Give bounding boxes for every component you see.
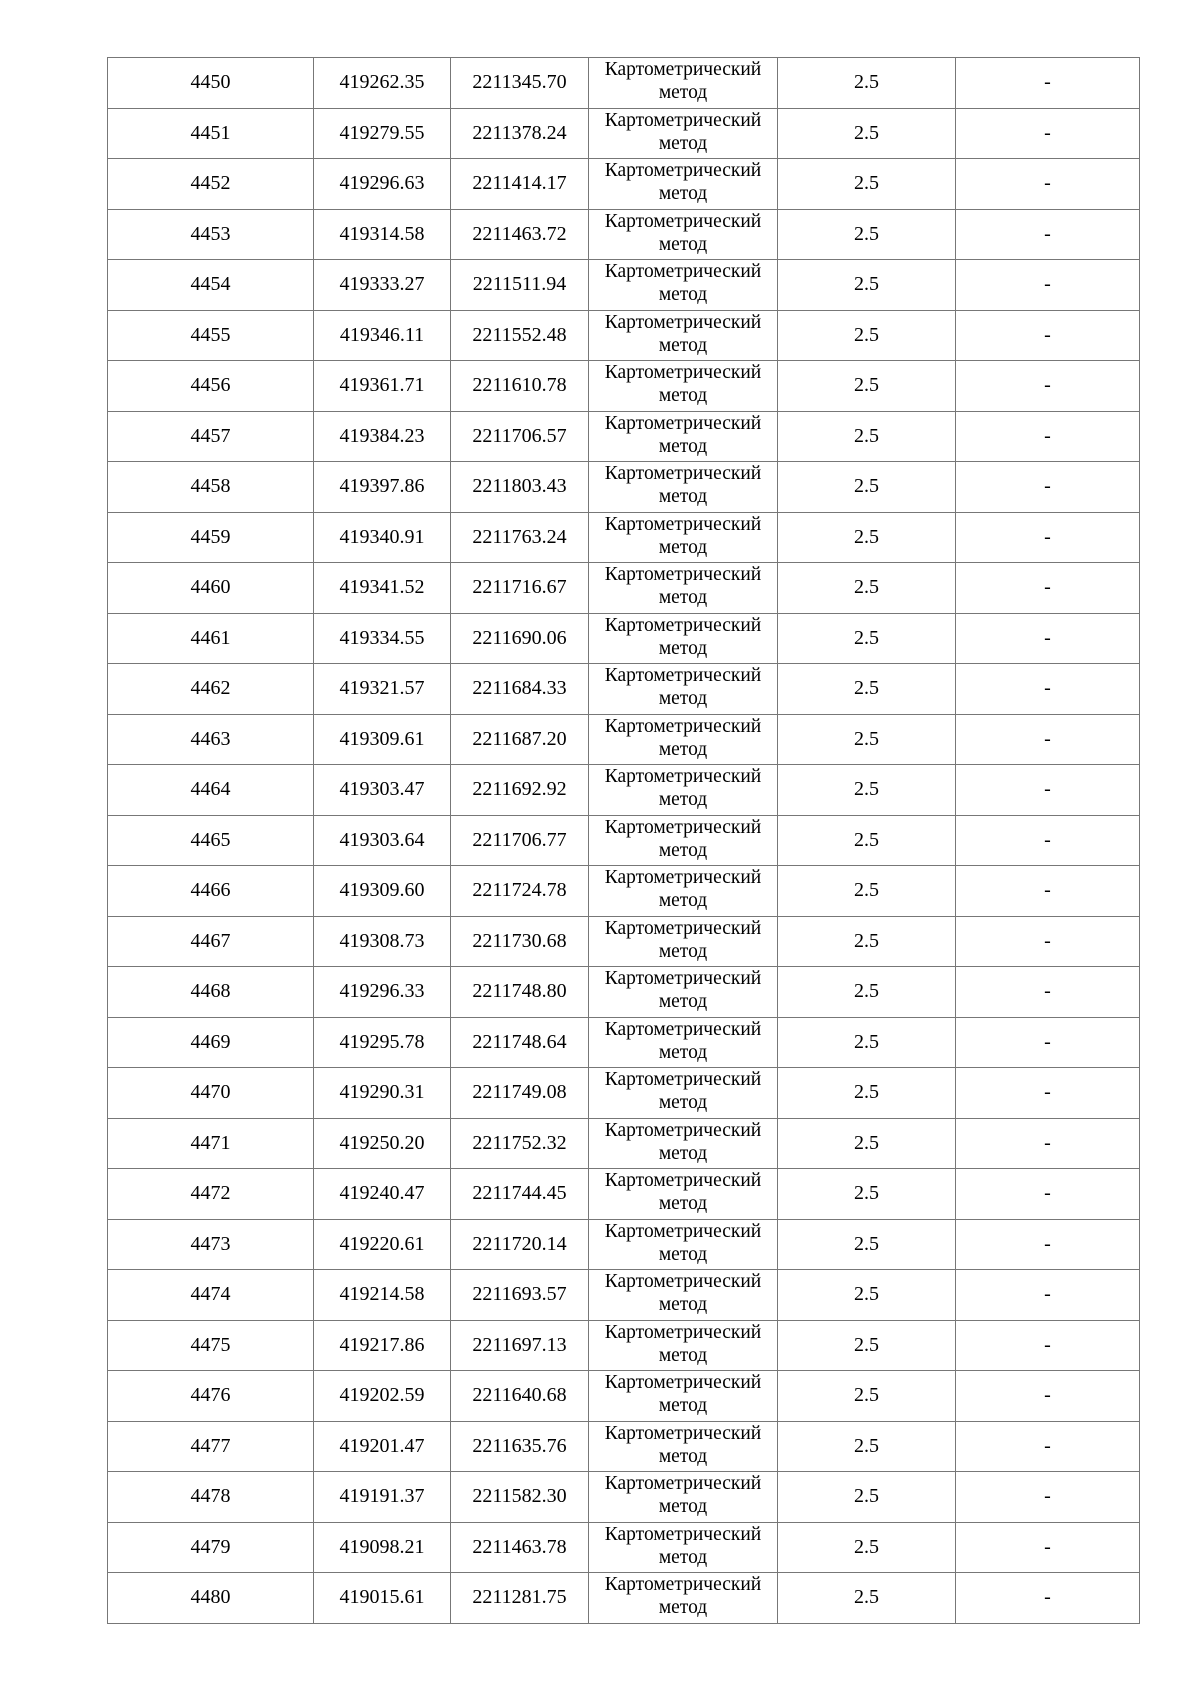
method-text: Картометрический метод — [604, 1372, 762, 1417]
x-coordinate-cell: 419308.73 — [314, 916, 451, 967]
y-coordinate-cell: 2211748.80 — [451, 967, 589, 1018]
accuracy-cell: 2.5 — [778, 361, 956, 412]
y-coordinate-cell: 2211378.24 — [451, 108, 589, 159]
point-number-cell: 4458 — [108, 462, 314, 513]
x-coordinate-cell: 419191.37 — [314, 1472, 451, 1523]
accuracy-cell: 2.5 — [778, 916, 956, 967]
method-cell — [589, 108, 778, 159]
point-number-cell: 4457 — [108, 411, 314, 462]
x-coordinate-cell: 419214.58 — [314, 1270, 451, 1321]
description-cell: - — [956, 916, 1140, 967]
accuracy-cell: 2.5 — [778, 765, 956, 816]
accuracy-cell: 2.5 — [778, 462, 956, 513]
accuracy-cell: 2.5 — [778, 1472, 956, 1523]
method-cell — [589, 512, 778, 563]
table-row — [108, 1573, 1140, 1624]
table-row — [108, 310, 1140, 361]
method-cell — [589, 1472, 778, 1523]
point-number-cell: 4478 — [108, 1472, 314, 1523]
accuracy-cell: 2.5 — [778, 563, 956, 614]
y-coordinate-cell: 2211693.57 — [451, 1270, 589, 1321]
description-cell: - — [956, 1270, 1140, 1321]
method-cell — [589, 310, 778, 361]
x-coordinate-cell: 419341.52 — [314, 563, 451, 614]
description-cell: - — [956, 209, 1140, 260]
method-cell — [589, 563, 778, 614]
point-number-cell: 4475 — [108, 1320, 314, 1371]
y-coordinate-cell: 2211281.75 — [451, 1573, 589, 1624]
method-text: Картометрический метод — [604, 1018, 762, 1063]
accuracy-cell: 2.5 — [778, 58, 956, 109]
table-row — [108, 361, 1140, 412]
x-coordinate-cell: 419296.33 — [314, 967, 451, 1018]
method-cell — [589, 765, 778, 816]
point-number-cell: 4452 — [108, 159, 314, 210]
y-coordinate-cell: 2211692.92 — [451, 765, 589, 816]
description-cell: - — [956, 1068, 1140, 1119]
y-coordinate-cell: 2211706.77 — [451, 815, 589, 866]
table-row — [108, 664, 1140, 715]
point-number-cell: 4480 — [108, 1573, 314, 1624]
accuracy-cell: 2.5 — [778, 714, 956, 765]
accuracy-cell: 2.5 — [778, 411, 956, 462]
table-row — [108, 209, 1140, 260]
x-coordinate-cell: 419384.23 — [314, 411, 451, 462]
description-cell: - — [956, 310, 1140, 361]
method-text: Картометрический метод — [604, 1574, 762, 1619]
x-coordinate-cell: 419361.71 — [314, 361, 451, 412]
accuracy-cell: 2.5 — [778, 1118, 956, 1169]
point-number-cell: 4454 — [108, 260, 314, 311]
table-row — [108, 1522, 1140, 1573]
x-coordinate-cell: 419290.31 — [314, 1068, 451, 1119]
table-row — [108, 1472, 1140, 1523]
method-text: Картометрический метод — [604, 766, 762, 811]
point-number-cell: 4476 — [108, 1371, 314, 1422]
accuracy-cell: 2.5 — [778, 1219, 956, 1270]
method-text: Картометрический метод — [604, 665, 762, 710]
method-cell — [589, 1118, 778, 1169]
table-row — [108, 159, 1140, 210]
method-text: Картометрический метод — [604, 816, 762, 861]
point-number-cell: 4472 — [108, 1169, 314, 1220]
x-coordinate-cell: 419202.59 — [314, 1371, 451, 1422]
accuracy-cell: 2.5 — [778, 664, 956, 715]
method-text: Картометрический метод — [604, 362, 762, 407]
description-cell: - — [956, 1118, 1140, 1169]
point-number-cell: 4456 — [108, 361, 314, 412]
method-text: Картометрический метод — [604, 160, 762, 205]
coordinates-table — [107, 57, 1140, 1624]
accuracy-cell: 2.5 — [778, 1169, 956, 1220]
method-cell — [589, 411, 778, 462]
table-row — [108, 260, 1140, 311]
x-coordinate-cell: 419303.64 — [314, 815, 451, 866]
point-number-cell: 4455 — [108, 310, 314, 361]
table-row — [108, 1421, 1140, 1472]
method-text: Картометрический метод — [604, 1119, 762, 1164]
table-row — [108, 815, 1140, 866]
description-cell: - — [956, 260, 1140, 311]
x-coordinate-cell: 419295.78 — [314, 1017, 451, 1068]
method-text: Картометрический метод — [604, 867, 762, 912]
method-cell — [589, 1017, 778, 1068]
method-cell — [589, 1219, 778, 1270]
point-number-cell: 4471 — [108, 1118, 314, 1169]
method-text: Картометрический метод — [604, 1473, 762, 1518]
y-coordinate-cell: 2211635.76 — [451, 1421, 589, 1472]
table-row — [108, 1219, 1140, 1270]
description-cell: - — [956, 159, 1140, 210]
method-text: Картометрический метод — [604, 1220, 762, 1265]
y-coordinate-cell: 2211582.30 — [451, 1472, 589, 1523]
x-coordinate-cell: 419201.47 — [314, 1421, 451, 1472]
description-cell: - — [956, 1522, 1140, 1573]
description-cell: - — [956, 1421, 1140, 1472]
description-cell: - — [956, 1573, 1140, 1624]
method-cell — [589, 1169, 778, 1220]
x-coordinate-cell: 419309.61 — [314, 714, 451, 765]
x-coordinate-cell: 419321.57 — [314, 664, 451, 715]
point-number-cell: 4477 — [108, 1421, 314, 1472]
table-row — [108, 1169, 1140, 1220]
x-coordinate-cell: 419240.47 — [314, 1169, 451, 1220]
y-coordinate-cell: 2211697.13 — [451, 1320, 589, 1371]
y-coordinate-cell: 2211610.78 — [451, 361, 589, 412]
table-row — [108, 58, 1140, 109]
description-cell: - — [956, 765, 1140, 816]
method-cell — [589, 664, 778, 715]
accuracy-cell: 2.5 — [778, 310, 956, 361]
y-coordinate-cell: 2211724.78 — [451, 866, 589, 917]
description-cell: - — [956, 1017, 1140, 1068]
description-cell: - — [956, 1219, 1140, 1270]
accuracy-cell: 2.5 — [778, 1573, 956, 1624]
y-coordinate-cell: 2211744.45 — [451, 1169, 589, 1220]
point-number-cell: 4461 — [108, 613, 314, 664]
y-coordinate-cell: 2211414.17 — [451, 159, 589, 210]
accuracy-cell: 2.5 — [778, 866, 956, 917]
method-text: Картометрический метод — [604, 614, 762, 659]
description-cell: - — [956, 664, 1140, 715]
table-row — [108, 1320, 1140, 1371]
point-number-cell: 4460 — [108, 563, 314, 614]
y-coordinate-cell: 2211763.24 — [451, 512, 589, 563]
table-row — [108, 1118, 1140, 1169]
method-cell — [589, 714, 778, 765]
y-coordinate-cell: 2211345.70 — [451, 58, 589, 109]
method-text: Картометрический метод — [604, 1271, 762, 1316]
point-number-cell: 4462 — [108, 664, 314, 715]
y-coordinate-cell: 2211684.33 — [451, 664, 589, 715]
x-coordinate-cell: 419262.35 — [314, 58, 451, 109]
method-cell — [589, 260, 778, 311]
x-coordinate-cell: 419340.91 — [314, 512, 451, 563]
method-cell — [589, 1270, 778, 1321]
method-text: Картометрический метод — [604, 513, 762, 558]
y-coordinate-cell: 2211748.64 — [451, 1017, 589, 1068]
accuracy-cell: 2.5 — [778, 512, 956, 563]
point-number-cell: 4459 — [108, 512, 314, 563]
accuracy-cell: 2.5 — [778, 1421, 956, 1472]
x-coordinate-cell: 419015.61 — [314, 1573, 451, 1624]
method-text: Картометрический метод — [604, 210, 762, 255]
accuracy-cell: 2.5 — [778, 260, 956, 311]
method-text: Картометрический метод — [604, 311, 762, 356]
method-text: Картометрический метод — [604, 1069, 762, 1114]
method-cell — [589, 1068, 778, 1119]
method-cell — [589, 58, 778, 109]
table-row — [108, 411, 1140, 462]
coordinates-table-body — [108, 58, 1140, 1624]
table-row — [108, 613, 1140, 664]
method-cell — [589, 209, 778, 260]
accuracy-cell: 2.5 — [778, 1068, 956, 1119]
method-cell — [589, 1522, 778, 1573]
method-cell — [589, 613, 778, 664]
x-coordinate-cell: 419279.55 — [314, 108, 451, 159]
table-row — [108, 462, 1140, 513]
y-coordinate-cell: 2211552.48 — [451, 310, 589, 361]
accuracy-cell: 2.5 — [778, 108, 956, 159]
point-number-cell: 4466 — [108, 866, 314, 917]
method-cell — [589, 815, 778, 866]
y-coordinate-cell: 2211687.20 — [451, 714, 589, 765]
point-number-cell: 4464 — [108, 765, 314, 816]
y-coordinate-cell: 2211720.14 — [451, 1219, 589, 1270]
table-row — [108, 1371, 1140, 1422]
method-text: Картометрический метод — [604, 412, 762, 457]
description-cell: - — [956, 462, 1140, 513]
x-coordinate-cell: 419303.47 — [314, 765, 451, 816]
table-row — [108, 563, 1140, 614]
point-number-cell: 4451 — [108, 108, 314, 159]
table-row — [108, 512, 1140, 563]
x-coordinate-cell: 419333.27 — [314, 260, 451, 311]
method-text: Картометрический метод — [604, 1170, 762, 1215]
accuracy-cell: 2.5 — [778, 159, 956, 210]
table-row — [108, 916, 1140, 967]
method-cell — [589, 967, 778, 1018]
accuracy-cell: 2.5 — [778, 1320, 956, 1371]
table-row — [108, 1270, 1140, 1321]
point-number-cell: 4463 — [108, 714, 314, 765]
table-row — [108, 967, 1140, 1018]
y-coordinate-cell: 2211463.72 — [451, 209, 589, 260]
accuracy-cell: 2.5 — [778, 967, 956, 1018]
x-coordinate-cell: 419346.11 — [314, 310, 451, 361]
method-cell — [589, 462, 778, 513]
y-coordinate-cell: 2211749.08 — [451, 1068, 589, 1119]
method-text: Картометрический метод — [604, 715, 762, 760]
x-coordinate-cell: 419098.21 — [314, 1522, 451, 1573]
description-cell: - — [956, 58, 1140, 109]
y-coordinate-cell: 2211716.67 — [451, 563, 589, 614]
accuracy-cell: 2.5 — [778, 613, 956, 664]
point-number-cell: 4473 — [108, 1219, 314, 1270]
description-cell: - — [956, 967, 1140, 1018]
y-coordinate-cell: 2211752.32 — [451, 1118, 589, 1169]
x-coordinate-cell: 419250.20 — [314, 1118, 451, 1169]
point-number-cell: 4467 — [108, 916, 314, 967]
x-coordinate-cell: 419296.63 — [314, 159, 451, 210]
method-text: Картометрический метод — [604, 261, 762, 306]
description-cell: - — [956, 1169, 1140, 1220]
method-text: Картометрический метод — [604, 564, 762, 609]
y-coordinate-cell: 2211706.57 — [451, 411, 589, 462]
accuracy-cell: 2.5 — [778, 1017, 956, 1068]
method-cell — [589, 866, 778, 917]
table-row — [108, 1068, 1140, 1119]
x-coordinate-cell: 419217.86 — [314, 1320, 451, 1371]
point-number-cell: 4469 — [108, 1017, 314, 1068]
description-cell: - — [956, 613, 1140, 664]
point-number-cell: 4479 — [108, 1522, 314, 1573]
point-number-cell: 4465 — [108, 815, 314, 866]
description-cell: - — [956, 361, 1140, 412]
accuracy-cell: 2.5 — [778, 1522, 956, 1573]
method-cell — [589, 1421, 778, 1472]
description-cell: - — [956, 866, 1140, 917]
description-cell: - — [956, 714, 1140, 765]
description-cell: - — [956, 1472, 1140, 1523]
method-text: Картометрический метод — [604, 109, 762, 154]
table-row — [108, 866, 1140, 917]
y-coordinate-cell: 2211463.78 — [451, 1522, 589, 1573]
point-number-cell: 4468 — [108, 967, 314, 1018]
description-cell: - — [956, 1371, 1140, 1422]
method-cell — [589, 361, 778, 412]
table-row — [108, 714, 1140, 765]
method-text: Картометрический метод — [604, 917, 762, 962]
method-cell — [589, 1573, 778, 1624]
x-coordinate-cell: 419220.61 — [314, 1219, 451, 1270]
description-cell: - — [956, 108, 1140, 159]
method-cell — [589, 1371, 778, 1422]
x-coordinate-cell: 419397.86 — [314, 462, 451, 513]
method-text: Картометрический метод — [604, 1321, 762, 1366]
accuracy-cell: 2.5 — [778, 209, 956, 260]
method-text: Картометрический метод — [604, 463, 762, 508]
description-cell: - — [956, 512, 1140, 563]
description-cell: - — [956, 563, 1140, 614]
method-cell — [589, 1320, 778, 1371]
x-coordinate-cell: 419309.60 — [314, 866, 451, 917]
y-coordinate-cell: 2211730.68 — [451, 916, 589, 967]
table-row — [108, 765, 1140, 816]
x-coordinate-cell: 419314.58 — [314, 209, 451, 260]
x-coordinate-cell: 419334.55 — [314, 613, 451, 664]
point-number-cell: 4453 — [108, 209, 314, 260]
y-coordinate-cell: 2211640.68 — [451, 1371, 589, 1422]
description-cell: - — [956, 411, 1140, 462]
method-cell — [589, 916, 778, 967]
point-number-cell: 4474 — [108, 1270, 314, 1321]
point-number-cell: 4470 — [108, 1068, 314, 1119]
y-coordinate-cell: 2211690.06 — [451, 613, 589, 664]
method-text: Картометрический метод — [604, 1422, 762, 1467]
y-coordinate-cell: 2211511.94 — [451, 260, 589, 311]
method-text: Картометрический метод — [604, 59, 762, 104]
method-text: Картометрический метод — [604, 1523, 762, 1568]
method-cell — [589, 159, 778, 210]
accuracy-cell: 2.5 — [778, 1371, 956, 1422]
description-cell: - — [956, 815, 1140, 866]
description-cell: - — [956, 1320, 1140, 1371]
accuracy-cell: 2.5 — [778, 815, 956, 866]
point-number-cell: 4450 — [108, 58, 314, 109]
y-coordinate-cell: 2211803.43 — [451, 462, 589, 513]
accuracy-cell: 2.5 — [778, 1270, 956, 1321]
table-row — [108, 1017, 1140, 1068]
table-row — [108, 108, 1140, 159]
method-text: Картометрический метод — [604, 968, 762, 1013]
